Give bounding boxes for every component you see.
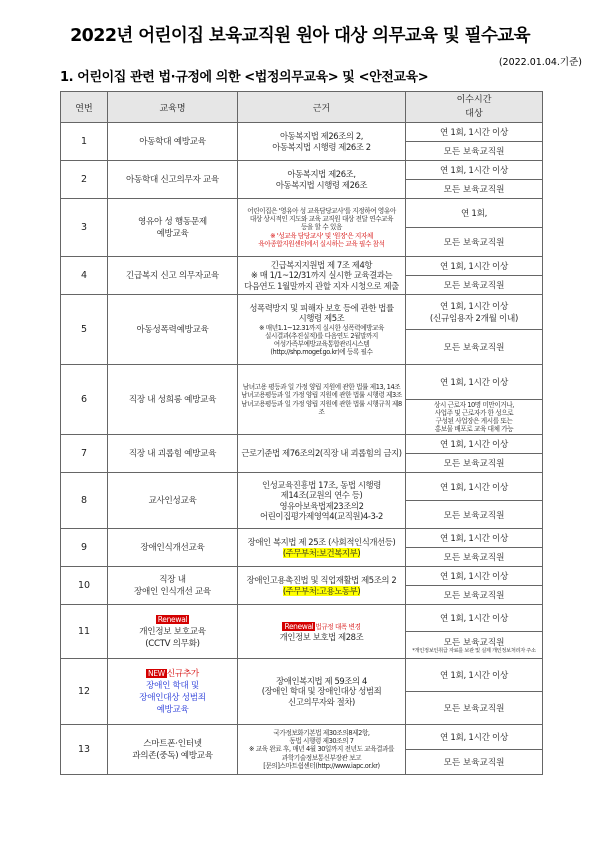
- legal-basis-note: 과학기술정보통신부장관 보고: [281, 753, 362, 762]
- header-target: 대상: [465, 109, 483, 119]
- education-name: [108, 365, 238, 435]
- legal-basis: [238, 435, 406, 473]
- required-hours-line: 연 1회, 1시간 이상: [439, 378, 509, 388]
- name-tag-note: 신규추가: [166, 668, 199, 679]
- ministry-highlight: (주무부처:고용노동부): [282, 585, 361, 596]
- legal-basis-line: 성폭력방지 및 피해자 보호 등에 관한 법률: [249, 302, 394, 313]
- required-hours: [406, 473, 543, 501]
- legal-basis: [238, 605, 406, 659]
- row-number: 5: [61, 295, 108, 365]
- row-number: 7: [61, 435, 108, 473]
- target-staff-footnote: *개인정보인취급 자료를 보관 및 실제 개인정보처리자 주소: [412, 647, 536, 654]
- education-name-line: 장애인식개선교육: [140, 542, 205, 553]
- row-number: 2: [61, 161, 108, 199]
- required-hours: [406, 567, 543, 586]
- legal-basis-note: [문의]스마트쉼센터(http://www.iapc.or.kr): [263, 761, 380, 770]
- required-hours: [406, 295, 543, 330]
- education-name-line: 긴급복지 신고 의무자교육: [126, 270, 219, 281]
- target-staff: [406, 276, 543, 295]
- target-staff: [406, 586, 543, 605]
- basis-tag-line: [240, 621, 403, 633]
- target-staff-line: 모든 보육교직원: [443, 637, 505, 648]
- name-tag-line: [110, 614, 235, 626]
- page-title: 2022년 어린이집 보육교직원 원아 대상 의무교육 및 필수교육: [70, 26, 530, 46]
- required-hours: [406, 123, 543, 142]
- required-hours-line: 연 1회, 1시간 이상: [439, 534, 509, 544]
- legal-basis-note: 육아종합지원센터에서 실시하는 교육 필수 참석: [258, 239, 385, 248]
- row-number: 12: [61, 659, 108, 725]
- education-table: [60, 91, 543, 775]
- legal-basis-note: ※ '성교육 담당교사' 및 '원장'은 지자체: [270, 231, 373, 240]
- required-hours: [406, 725, 543, 750]
- education-name-line: 아동학대 예방교육: [139, 136, 206, 147]
- legal-basis-line: 장애인 복지법 제 25조 (사회적인식개선등): [247, 537, 396, 547]
- table-row: [61, 435, 543, 454]
- section-heading: 1. 어린이집 관련 법·규정에 의한 <법정의무교육> 및 <안전교육>: [60, 70, 429, 85]
- education-name-line: 예방교육: [156, 704, 189, 715]
- legal-basis-line: 제14조(교원의 연수 등): [280, 490, 363, 500]
- legal-basis-line: 장애인복지법 제 59조의 4: [276, 675, 367, 686]
- education-name-line: 장애인 학대 및: [146, 680, 199, 691]
- table-row: [61, 605, 543, 632]
- header-name: 교육명: [108, 92, 238, 123]
- education-name-line: (CCTV 의무화): [145, 638, 200, 649]
- table-row: [61, 123, 543, 142]
- education-name: [108, 295, 238, 365]
- required-hours: [406, 257, 543, 276]
- table-row: [61, 659, 543, 692]
- legal-basis-note: 국가정보화기본법 제30조의8제2항,: [273, 728, 370, 737]
- target-staff: [406, 228, 543, 257]
- education-name: [108, 567, 238, 605]
- target-staff-note: 상시 근로자 10명 미만이거나,: [433, 400, 515, 409]
- target-staff: [406, 692, 543, 725]
- legal-basis: [238, 123, 406, 161]
- education-name: [108, 659, 238, 725]
- row-number: 13: [61, 725, 108, 775]
- required-hours-line: 연 1회, 1시간 이상: [439, 128, 509, 138]
- required-hours: [406, 199, 543, 228]
- target-staff: [406, 330, 543, 365]
- legal-basis-note: 남녀고용 평등과 일 가정 양립 지원에 관한 법률 제13, 14조: [242, 383, 401, 392]
- education-name-line: 아동성폭력예방교육: [136, 324, 209, 335]
- legal-basis-note: 동법 시행령 제30조의 7: [289, 737, 354, 746]
- target-staff-line: 모든 보육교직원: [443, 704, 505, 714]
- ministry-highlight: (주무부처:보건복지부): [282, 547, 361, 558]
- legal-basis: [238, 161, 406, 199]
- education-name: [108, 473, 238, 529]
- name-tag-badge: NEW: [148, 668, 165, 678]
- legal-basis-line: 다음연도 1월말까지 관할 지자 시청으로 제출: [244, 280, 399, 291]
- row-number: 1: [61, 123, 108, 161]
- target-staff-note: 홍보물 배포로 교육 대체 가능: [434, 425, 514, 434]
- target-staff-line: 모든 보육교직원: [443, 510, 505, 521]
- education-name: [108, 435, 238, 473]
- required-hours: [406, 659, 543, 692]
- table-row: [61, 473, 543, 501]
- target-staff-note: 사업주 및 근로자가 한 성으로: [434, 408, 514, 417]
- legal-basis-line: 아동복지법 제26조,: [287, 169, 356, 179]
- legal-basis-note: 등을 할 수 있음: [301, 223, 342, 232]
- legal-basis-line: 아동복지법 시행령 제26조: [275, 179, 368, 190]
- header-basis: 근거: [238, 92, 406, 123]
- header-req: 이수시간: [456, 95, 492, 105]
- education-name-line: 영유아 성 행동문제: [138, 216, 207, 227]
- row-number: 8: [61, 473, 108, 529]
- target-staff: [406, 180, 543, 199]
- target-staff-line: 모든 보육교직원: [443, 281, 505, 291]
- legal-basis: [238, 473, 406, 529]
- row-number: 3: [61, 199, 108, 257]
- target-staff: [406, 750, 543, 775]
- education-name-line: 예방교육: [156, 228, 189, 239]
- education-name: [108, 161, 238, 199]
- target-staff-line: 모든 보육교직원: [443, 553, 505, 563]
- legal-basis-note: ※ 매년1.1~12.31까지 실시한 성폭력예방교육: [258, 323, 385, 332]
- legal-basis-note: 여성가족부예방교육통합관리시스템: [273, 340, 370, 348]
- basis-tag-badge: Renewal: [284, 621, 314, 631]
- education-name-line: 직장 내 성희롱 예방교육: [128, 394, 217, 405]
- education-name-line: 직장 내 괴롭힘 예방교육: [128, 448, 217, 459]
- legal-basis-note: 어린이집은 '영유아 성 교육담당교사'를 지정하여 영유아: [247, 206, 396, 215]
- required-hours: [406, 161, 543, 180]
- education-name-line: 교사인성교육: [148, 495, 197, 506]
- required-hours-line: 연 1회,: [460, 209, 488, 219]
- row-number: 11: [61, 605, 108, 659]
- legal-basis: [238, 659, 406, 725]
- legal-basis-line: 어린이집평가제영역4(교직원)4-3-2: [260, 511, 383, 521]
- target-staff-line: 모든 보육교직원: [443, 758, 505, 768]
- table-row: [61, 365, 543, 400]
- legal-basis-line: (장애인 학대 및 장애인대상 성범죄: [261, 686, 382, 697]
- required-hours-line: 연 1회, 1시간 이상: [439, 482, 509, 493]
- required-hours: [406, 529, 543, 548]
- header-requirement: [406, 92, 543, 123]
- ministry-line: [240, 586, 403, 597]
- target-staff-line: 모든 보육교직원: [443, 147, 505, 157]
- education-name-line: 장애인대상 성범죄: [139, 692, 206, 703]
- table-row: [61, 725, 543, 750]
- required-hours: [406, 365, 543, 400]
- required-hours: [406, 435, 543, 454]
- target-staff: [406, 501, 543, 529]
- legal-basis-line: 영유아보육법제23조의2: [279, 500, 364, 511]
- legal-basis-line: 신고의무자와 절차): [288, 696, 355, 707]
- ministry-line: [240, 548, 403, 559]
- row-number: 10: [61, 567, 108, 605]
- target-staff: [406, 142, 543, 161]
- required-hours: [406, 605, 543, 632]
- education-name: [108, 725, 238, 775]
- legal-basis-line: 시행령 제5조: [298, 313, 345, 324]
- table-row: [61, 295, 543, 330]
- legal-basis-line: 긴급복지지원법 제 7조 제4항: [270, 259, 373, 270]
- required-hours-line: 연 1회, 1시간 이상: [439, 440, 509, 450]
- education-name: [108, 605, 238, 659]
- target-staff: [406, 548, 543, 567]
- target-staff-line: 모든 보육교직원: [443, 343, 505, 353]
- legal-basis-line: 아동복지법 시행령 제26조 2: [272, 141, 371, 152]
- required-hours-line: 연 1회, 1시간 이상: [439, 166, 509, 176]
- target-staff: [406, 454, 543, 473]
- legal-basis-note: 남녀고용평등과 일 가정 양립 지원에 관한 법률 시행규칙 제8조: [241, 399, 402, 416]
- education-name-line: 스마트폰·인터넷: [143, 738, 202, 749]
- legal-basis-line: 근로기준법 제76조의2(직장 내 괴롭힘의 금지): [241, 448, 402, 459]
- legal-basis: [238, 365, 406, 435]
- legal-basis-note: ※ 교육 완료 후, 매년 4월 30일까지 전년도 교육결과를: [248, 745, 395, 754]
- legal-basis: [238, 567, 406, 605]
- name-tag-line: [110, 668, 235, 680]
- education-name: [108, 123, 238, 161]
- legal-basis-note: 대상 상시적인 지도와 교육 교직원 대상 전달 연수교육: [249, 215, 394, 224]
- basis-tag-note: 법규정 대폭 변경: [315, 622, 361, 631]
- legal-basis: [238, 295, 406, 365]
- row-number: 4: [61, 257, 108, 295]
- legal-basis: [238, 199, 406, 257]
- target-staff-line: 모든 보육교직원: [443, 185, 505, 195]
- education-name-line: 아동학대 신고의무자 교육: [126, 174, 219, 185]
- legal-basis-line: 개인정보 보호법 제28조: [279, 632, 364, 642]
- required-hours-line: 연 1회, 1시간 이상: [439, 614, 509, 624]
- row-number: 6: [61, 365, 108, 435]
- legal-basis-note: (http://shp.mogef.go.kr)에 등록 필수: [270, 348, 373, 357]
- table-row: [61, 257, 543, 276]
- target-staff-line: 모든 보육교직원: [443, 591, 505, 601]
- table-row: [61, 529, 543, 548]
- required-hours-line: 연 1회, 1시간 이상: [439, 572, 509, 582]
- legal-basis-note: 남녀고용평등과 일 가정 양립 지원에 관한 법률 시행령 제3조: [241, 391, 402, 400]
- legal-basis: [238, 529, 406, 567]
- target-staff: [406, 632, 543, 659]
- education-name-line: 개인정보 보호교육: [139, 626, 206, 637]
- table-row: [61, 199, 543, 228]
- legal-basis-note: 실시결과(추진실적)를 다음연도 2월말까지: [264, 331, 378, 340]
- legal-basis-line: ※ 매 1/1~12/31까지 실시한 교육결과는: [250, 270, 393, 281]
- required-hours-line: 연 1회, 1시간 이상: [439, 262, 509, 272]
- legal-basis-line: 인성교육진흥법 17조, 동법 시행령: [262, 479, 381, 490]
- table-row: [61, 567, 543, 586]
- required-hours-line: 연 1회, 1시간 이상: [439, 302, 509, 312]
- name-tag-badge: Renewal: [157, 614, 188, 624]
- row-number: 9: [61, 529, 108, 567]
- education-name: [108, 257, 238, 295]
- required-hours-line: 연 1회, 1시간 이상: [439, 671, 509, 681]
- education-name-line: 과의존(중독) 예방교육: [132, 750, 213, 761]
- required-hours-line: (신규임용자 2개월 이내): [429, 314, 519, 324]
- target-staff-line: 모든 보육교직원: [443, 238, 505, 248]
- target-staff-line: 모든 보육교직원: [443, 459, 505, 469]
- target-staff: [406, 400, 543, 435]
- education-name-line: 장애인 인식개선 교육: [134, 586, 211, 597]
- reference-date: (2022.01.04.기준): [498, 57, 582, 68]
- target-staff-note: 구성된 사업장은 게시를 또는: [435, 417, 513, 425]
- education-name-line: 직장 내: [159, 574, 186, 585]
- education-name: [108, 529, 238, 567]
- table-row: [61, 161, 543, 180]
- required-hours-line: 연 1회, 1시간 이상: [439, 733, 509, 743]
- legal-basis: [238, 725, 406, 775]
- legal-basis-line: 장애인고용촉진법 및 직업재활법 제5조의 2: [246, 575, 397, 585]
- education-name: [108, 199, 238, 257]
- legal-basis: [238, 257, 406, 295]
- legal-basis-line: 아동복지법 제26조의 2,: [279, 131, 364, 141]
- header-no: 연번: [61, 92, 108, 123]
